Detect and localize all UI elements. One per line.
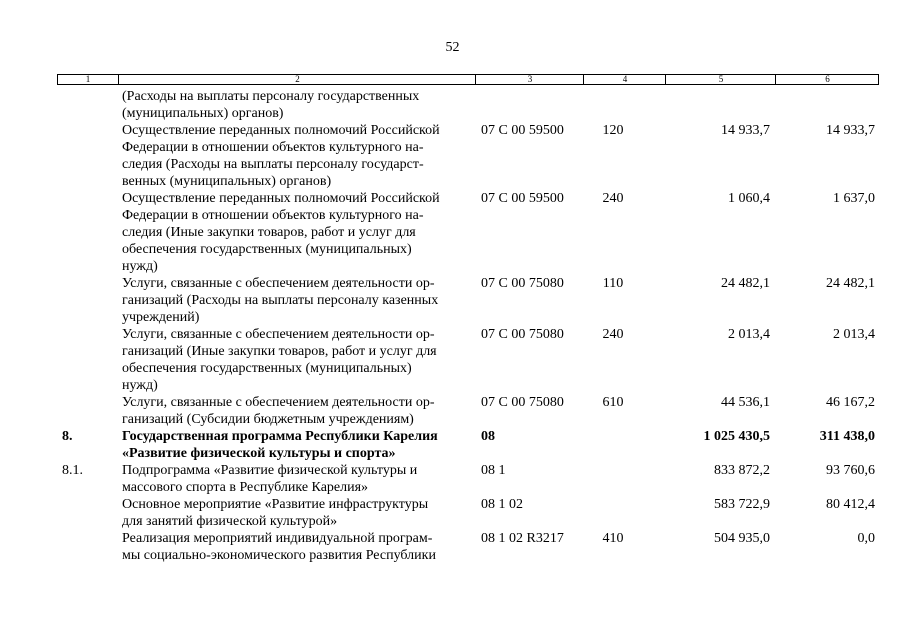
amount-column-5: 44 536,1 — [721, 395, 770, 410]
amount-column-5: 24 482,1 — [721, 276, 770, 291]
target-article-code: 07 С 00 75080 — [481, 276, 564, 291]
description-line: (Расходы на выплаты персоналу государственных — [122, 89, 420, 104]
amount-column-6: 24 482,1 — [826, 276, 875, 291]
amount-column-5: 14 933,7 — [721, 123, 770, 138]
description-line: Услуги, связанные с обеспечением деятельности ор- — [122, 327, 435, 342]
description-line: ганизаций (Субсидии бюджетным учреждениям) — [122, 412, 414, 427]
amount-column-6: 46 167,2 — [826, 395, 875, 410]
table-header-row — [57, 74, 879, 85]
description-line: обеспечения государственных (муниципальных) — [122, 361, 412, 376]
description-line: для занятий физической культурой» — [122, 514, 338, 529]
description-line: обеспечения государственных (муниципальных) — [122, 242, 412, 257]
description-line: массового спорта в Республике Карелия» — [122, 480, 369, 495]
table-row — [0, 326, 905, 394]
amount-column-6: 93 760,6 — [826, 463, 875, 478]
amount-column-6: 2 013,4 — [833, 327, 875, 342]
row-description — [122, 190, 467, 275]
target-article-code: 08 1 02 — [481, 497, 523, 512]
amount-column-6: 311 438,0 — [819, 429, 875, 444]
expense-type-code: 120 — [602, 123, 624, 138]
amount-column-5: 833 872,2 — [714, 463, 770, 478]
target-article-code: 07 С 00 59500 — [481, 191, 564, 206]
row-description — [122, 326, 467, 394]
table-row — [0, 428, 905, 462]
column-header-6: 6 — [775, 75, 879, 84]
column-header-5: 5 — [665, 75, 776, 84]
expense-type-code: 240 — [602, 327, 624, 342]
row-description — [122, 462, 467, 496]
description-line: Услуги, связанные с обеспечением деятельности ор- — [122, 395, 435, 410]
table-row — [0, 275, 905, 326]
row-description — [122, 275, 467, 326]
table-row — [0, 394, 905, 428]
target-article-code: 07 С 00 59500 — [481, 123, 564, 138]
expense-type-code: 610 — [602, 395, 624, 410]
row-description — [122, 530, 467, 564]
row-description — [122, 428, 467, 462]
description-line: Федерации в отношении объектов культурного на- — [122, 208, 424, 223]
column-header-4: 4 — [583, 75, 666, 84]
row-description — [122, 394, 467, 428]
target-article-code: 08 1 — [481, 463, 506, 478]
amount-column-5: 2 013,4 — [728, 327, 770, 342]
table-row — [0, 190, 905, 275]
row-number: 8.1. — [62, 463, 83, 478]
amount-column-6: 0,0 — [857, 531, 875, 546]
description-line: (муниципальных) органов) — [122, 106, 284, 121]
expense-type-code: 110 — [602, 276, 624, 291]
table-body — [0, 88, 905, 564]
description-line: нужд) — [122, 378, 158, 393]
description-line: Подпрограмма «Развитие физической культуры и — [122, 463, 418, 478]
column-header-3: 3 — [475, 75, 584, 84]
column-header-2: 2 — [118, 75, 476, 84]
description-line: «Развитие физической культуры и спорта» — [122, 446, 396, 461]
amount-column-5: 1 060,4 — [728, 191, 770, 206]
amount-column-6: 1 637,0 — [833, 191, 875, 206]
description-line: Осуществление переданных полномочий Российской — [122, 191, 440, 206]
description-line: венных (муниципальных) органов) — [122, 174, 332, 189]
description-line: Реализация мероприятий индивидуальной програм- — [122, 531, 433, 546]
table-row — [0, 88, 905, 122]
amount-column-6: 80 412,4 — [826, 497, 875, 512]
table-row — [0, 122, 905, 190]
description-line: Услуги, связанные с обеспечением деятельности ор- — [122, 276, 435, 291]
expense-type-code: 410 — [602, 531, 624, 546]
description-line: учреждений) — [122, 310, 200, 325]
amount-column-6: 14 933,7 — [826, 123, 875, 138]
description-line: ганизаций (Иные закупки товаров, работ и услуг для — [122, 344, 437, 359]
row-number: 8. — [62, 429, 73, 444]
target-article-code: 08 — [481, 429, 495, 444]
description-line: Основное мероприятие «Развитие инфраструктуры — [122, 497, 429, 512]
description-line: мы социально-экономического развития Республики — [122, 548, 436, 563]
description-line: ганизаций (Расходы на выплаты персоналу казенных — [122, 293, 439, 308]
target-article-code: 07 С 00 75080 — [481, 395, 564, 410]
row-description — [122, 122, 467, 190]
amount-column-5: 1 025 430,5 — [703, 429, 770, 444]
target-article-code: 07 С 00 75080 — [481, 327, 564, 342]
target-article-code: 08 1 02 R3217 — [481, 531, 564, 546]
description-line: нужд) — [122, 259, 158, 274]
amount-column-5: 504 935,0 — [714, 531, 770, 546]
row-description — [122, 496, 467, 530]
description-line: следия (Иные закупки товаров, работ и услуг для — [122, 225, 416, 240]
amount-column-5: 583 722,9 — [714, 497, 770, 512]
table-row — [0, 530, 905, 564]
column-header-1: 1 — [85, 74, 91, 84]
table-row — [0, 462, 905, 496]
description-line: следия (Расходы на выплаты персоналу государст- — [122, 157, 424, 172]
page-number: 52 — [445, 40, 460, 55]
description-line: Государственная программа Республики Карелия — [122, 429, 438, 444]
expense-type-code: 240 — [602, 191, 624, 206]
table-row — [0, 496, 905, 530]
description-line: Федерации в отношении объектов культурного на- — [122, 140, 424, 155]
row-description — [122, 88, 467, 122]
description-line: Осуществление переданных полномочий Российской — [122, 123, 440, 138]
